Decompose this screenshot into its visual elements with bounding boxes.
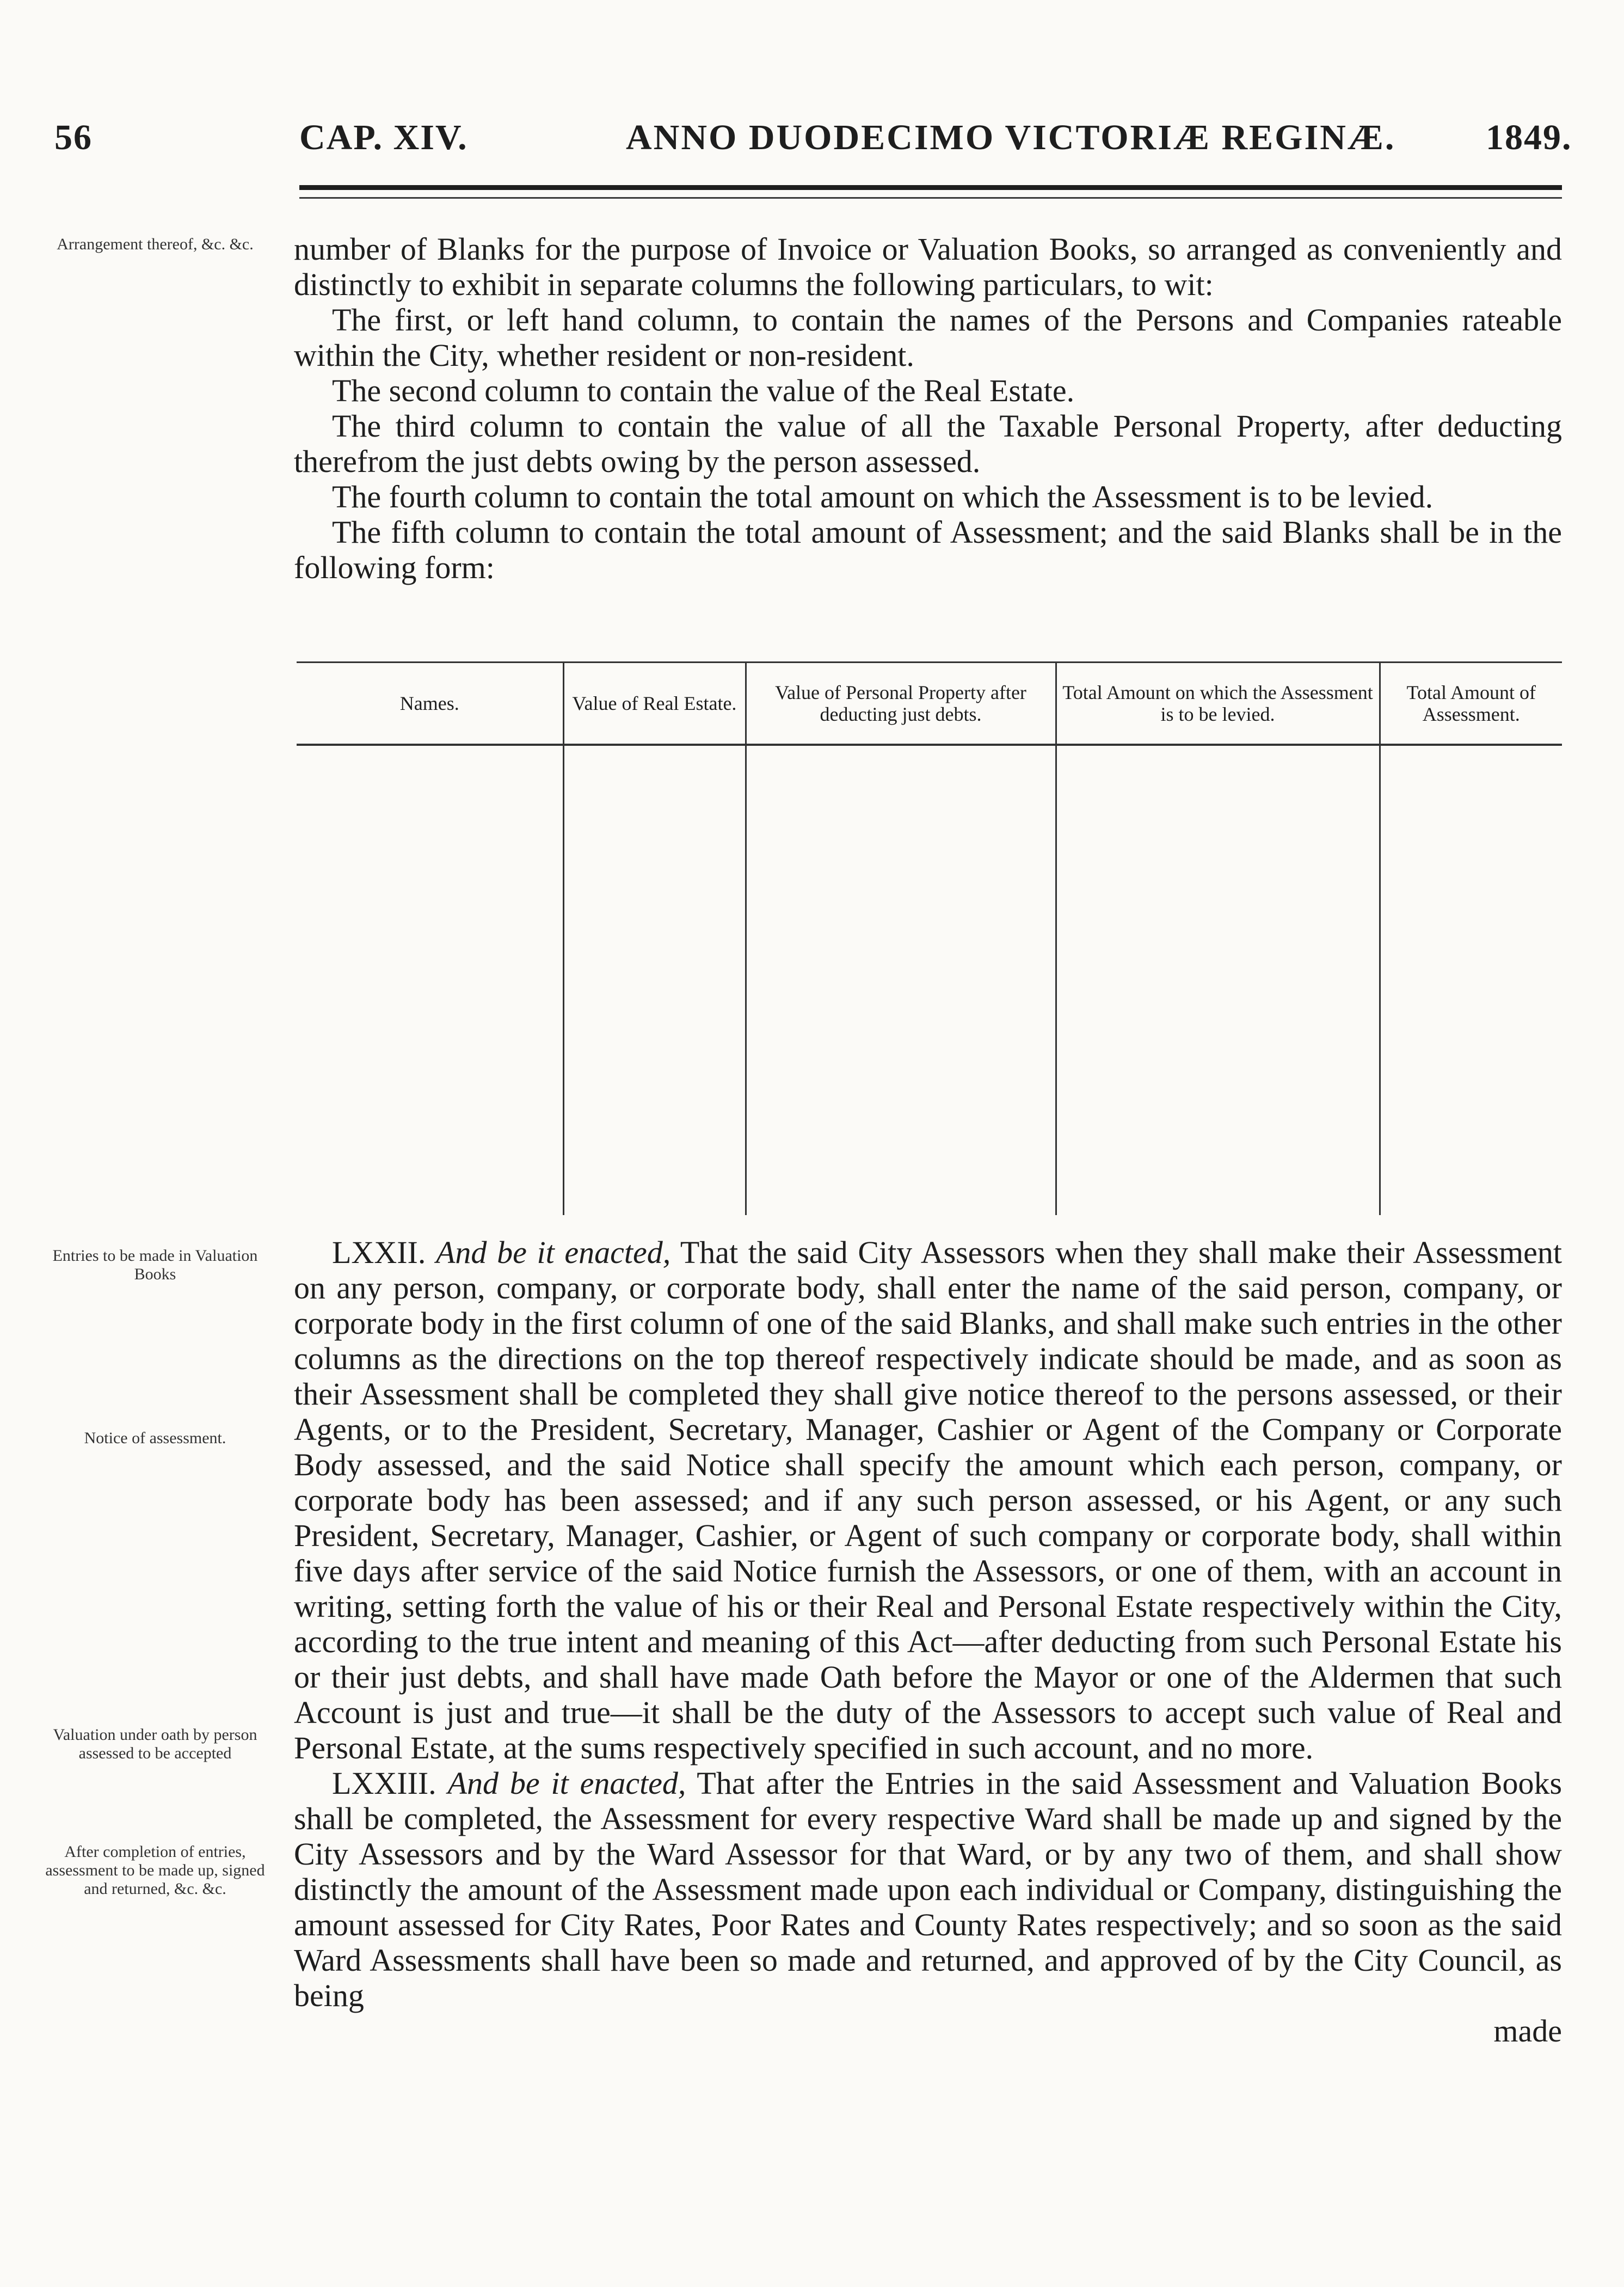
table-row: [297, 745, 1562, 1215]
running-title: ANNO DUODECIMO VICTORIÆ REGINÆ.: [626, 118, 1396, 157]
margin-note-arrangement: Arrangement thereof, &c. &c.: [57, 235, 254, 253]
running-header: [0, 117, 1624, 166]
table-header-row: [297, 663, 1562, 745]
section-72: [294, 1235, 1562, 1765]
column-header-personal-property: Value of Personal Property after deducting just debts.: [746, 663, 1056, 745]
header-rule-thin: [299, 197, 1562, 199]
page-number: 56: [54, 118, 93, 157]
margin-note-entries: Entries to be made in Valuation Books: [52, 1247, 258, 1283]
table-cell: [563, 745, 746, 1215]
table-cell: [1380, 745, 1562, 1215]
column-header-total-levied: Total Amount on which the Assessment is to be levied.: [1056, 663, 1380, 745]
intro-paragraph: The second column to contain the value of the Real Estate.: [332, 373, 1075, 408]
intro-paragraph: number of Blanks for the purpose of Invoice or Valuation Books, so arranged as conveniently and distinctly to exhibit in separate columns the following particulars, to wit:: [294, 231, 1562, 302]
table-cell: [746, 745, 1056, 1215]
intro-paragraph: The first, or left hand column, to contain the names of the Persons and Companies rateable within the City, whether resident or non-resident.: [294, 302, 1562, 373]
valuation-blank-form: [297, 661, 1562, 1215]
margin-note-valuation-oath: Valuation under oath by person assessed to be accepted: [53, 1726, 257, 1762]
sections-text: [294, 1235, 1562, 2049]
section-body: That after the Entries in the said Assessment and Valuation Books shall be completed, the Assessment for every respective Ward shall be made up and signed by the City Assessors and by the Ward Assessor for that Ward, or by any two of them, and shall show distinctly the amount of the Assessment made upon each individual or Company, distinguishing the amount assessed for City Rates, Poor Rates and County Rates respectively; and so soon as the said Ward Assessments shall have been so made and returned, and approved of by the City Council, as being: [294, 1765, 1563, 2013]
table-cell: [1056, 745, 1380, 1215]
year-label: 1849.: [1486, 118, 1572, 157]
intro-paragraph: The fourth column to contain the total amount on which the Assessment is to be levied.: [332, 479, 1434, 514]
chapter-label: CAP. XIV.: [299, 118, 468, 157]
section-body: That the said City Assessors when they shall make their Assessment on any person, company, or corporate body, shall enter the name of the said person, company, or corporate body in the first column of one of the said Blanks, and shall make such entries in the other columns as the directions on the top thereof respectively indicate should be made, and as soon as their Assessment shall be completed they shall give notice thereof to the persons assessed, or their Agents, or to the President, Secretary, Manager, Cashier or Agent of the Company or Corporate Body assessed, and the said Notice shall specify the amount which each person, company, or corporate body has been assessed; and if any such person assessed, or his Agent, or any such President, Secretary, Manager, Cashier, or Agent of such company or corporate body, shall within five days after service of the said Notice furnish the Assessors, or one of them, with an account in writing, setting forth the value of his or their Real and Personal Estate respectively within the City, according to the true intent and meaning of this Act—after deducting from such Personal Estate his or their just debts, and shall have made Oath before the Mayor or one of the Aldermen that such Account is just and true—it shall be the duty of the Assessors to accept such value of Real and Personal Estate, at the sums respectively specified in such account, and no more.: [294, 1235, 1563, 1765]
margin-note-notice: Notice of assessment.: [84, 1429, 226, 1447]
enacting-clause: And be it enacted,: [447, 1765, 686, 1801]
header-rule-thick: [299, 185, 1562, 190]
table-cell: [297, 745, 563, 1215]
section-number: LXXIII.: [332, 1765, 436, 1801]
column-header-names: Names.: [297, 663, 563, 745]
intro-paragraph: The fifth column to contain the total amount of Assessment; and the said Blanks shall be in the following form:: [294, 514, 1562, 585]
column-header-real-estate: Value of Real Estate.: [563, 663, 746, 745]
margin-note-completion: After completion of entries, assessment to be made up, signed and returned, &c. &c.: [45, 1843, 265, 1898]
intro-text: [294, 231, 1562, 585]
catchword: made: [1493, 2013, 1562, 2049]
enacting-clause: And be it enacted,: [436, 1235, 671, 1270]
section-73: [294, 1765, 1562, 2013]
section-number: LXXII.: [332, 1235, 426, 1270]
column-header-total-assessment: Total Amount of Assessment.: [1380, 663, 1562, 745]
intro-paragraph: The third column to contain the value of all the Taxable Personal Property, after deducting therefrom the just debts owing by the person assessed.: [294, 408, 1562, 479]
